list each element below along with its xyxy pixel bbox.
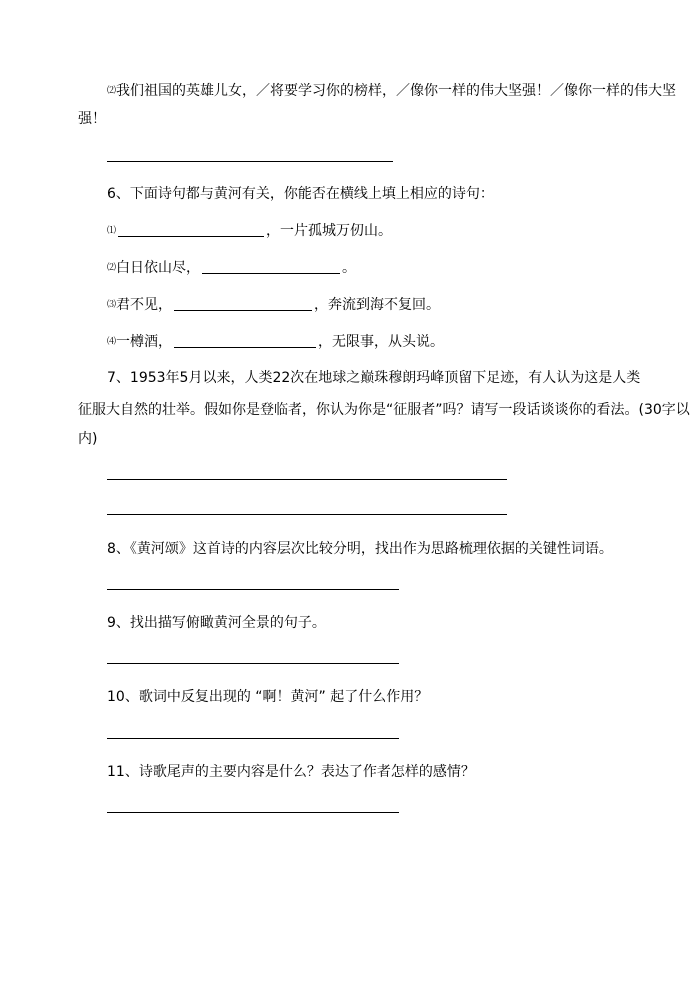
q6-item-4-after: ，无限事，从头说。: [318, 334, 445, 350]
q11-answer-line[interactable]: [107, 812, 399, 813]
q9-answer-line[interactable]: [107, 663, 399, 664]
q6-item-3-after: ，奔流到海不复回。: [314, 297, 441, 313]
q6-item-1-number: ⑴: [107, 226, 117, 236]
q8-answer-line[interactable]: [107, 589, 399, 590]
q6-item-4-blank[interactable]: [174, 334, 316, 348]
q6-item-2-before: 白日依山尽，: [116, 260, 201, 276]
q6-item-3: [107, 296, 440, 314]
q6-item-3-blank[interactable]: [174, 297, 312, 311]
q6-item-3-number: ⑶: [107, 300, 117, 310]
q7-answer-line-2[interactable]: [107, 514, 507, 515]
q6-item-1-after: ，一片孤城万仞山。: [266, 223, 393, 239]
q6-title: 6、下面诗句都与黄河有关，你能否在横线上填上相应的诗句：: [107, 186, 494, 202]
q6-item-3-before: 君不见，: [116, 297, 173, 313]
q6-item-2-blank[interactable]: [202, 260, 340, 274]
q6-item-4-before: 一樽酒，: [116, 334, 173, 350]
q6-item-1: [107, 222, 392, 240]
q9-title: 9、找出描写俯瞰黄河全景的句子。: [107, 615, 326, 631]
q6-item-2: [107, 259, 356, 277]
q7-line-1: 7、1953年5月以来，人类22次在地球之巅珠穆朗玛峰顶留下足迹，有人认为这是人类: [107, 370, 641, 386]
q6-item-4-number: ⑷: [107, 337, 117, 347]
q5-item-2-line2: 强！: [78, 111, 106, 127]
q7-answer-line-1[interactable]: [107, 479, 507, 480]
q5-item-2-line1: [107, 82, 676, 100]
q6-item-2-after: 。: [342, 260, 357, 276]
q5-item-2-number: ⑵: [107, 86, 117, 96]
q6-item-4: [107, 333, 444, 351]
q5-item-2-text: 我们祖国的英雄儿女，／将要学习你的榜样，／像你一样的伟大坚强！／像你一样的伟大坚: [116, 83, 677, 99]
q6-item-1-blank[interactable]: [118, 223, 264, 237]
q8-title: 8、《黄河颂》这首诗的内容层次比较分明，找出作为思路梳理依据的关键性词语。: [107, 541, 613, 557]
q11-title: 11、诗歌尾声的主要内容是什么？表达了作者怎样的感情？: [107, 764, 475, 780]
q10-answer-line[interactable]: [107, 738, 399, 739]
q7-line-2: 征服大自然的壮举。假如你是登临者，你认为你是“征服者”吗？请写一段话谈谈你的看法。(30字以: [78, 402, 690, 418]
q10-title: 10、歌词中反复出现的 “啊！黄河” 起了什么作用？: [107, 689, 429, 705]
q7-line-3: 内): [78, 431, 98, 447]
q6-item-2-number: ⑵: [107, 263, 117, 273]
q5-answer-line[interactable]: [107, 161, 393, 162]
